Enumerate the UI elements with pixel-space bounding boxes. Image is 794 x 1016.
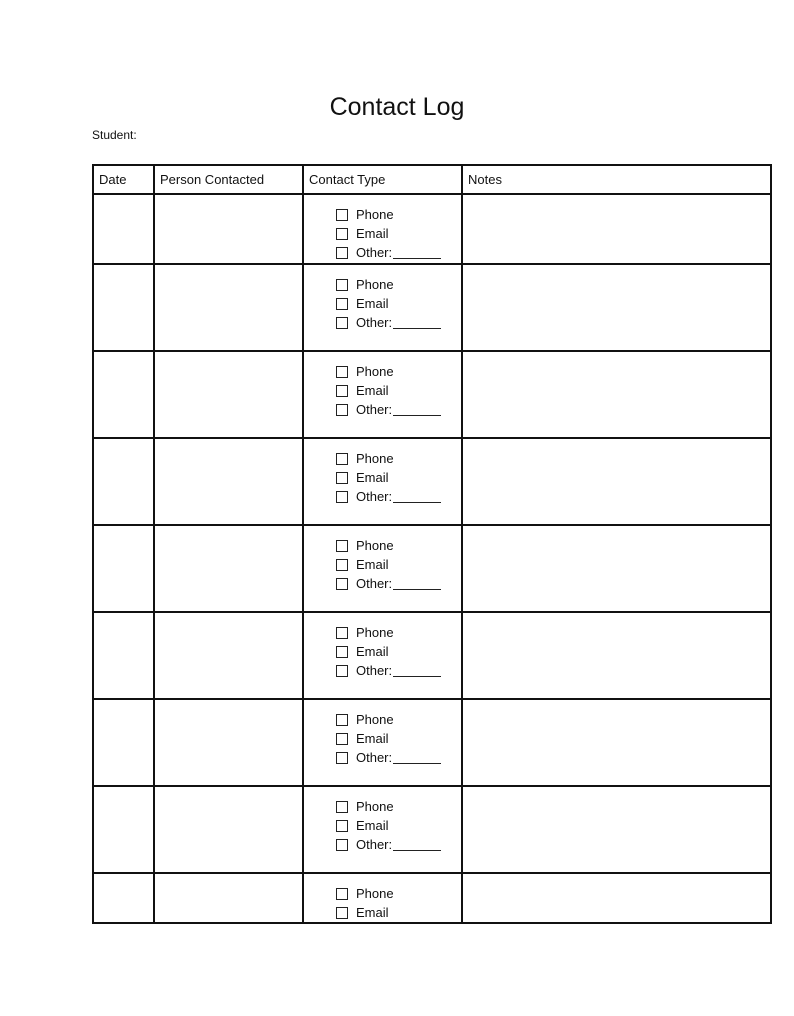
- header-contact-type: Contact Type: [303, 165, 462, 194]
- option-label-phone: Phone: [356, 712, 394, 727]
- table-row: [93, 438, 771, 525]
- date-cell[interactable]: [93, 351, 154, 438]
- notes-cell[interactable]: [462, 612, 771, 699]
- notes-cell[interactable]: [462, 194, 771, 264]
- option-label-other: Other:: [356, 315, 393, 330]
- contact-option-email: [336, 468, 461, 487]
- option-label-other: Other:: [356, 245, 393, 260]
- table-row: [93, 351, 771, 438]
- checkbox-phone[interactable]: [336, 366, 348, 378]
- date-cell[interactable]: [93, 873, 154, 923]
- other-blank-line[interactable]: [393, 577, 441, 590]
- contact-option-email: [336, 224, 461, 243]
- option-label-other: Other:: [356, 663, 393, 678]
- option-label-phone: Phone: [356, 538, 394, 553]
- checkbox-email[interactable]: [336, 733, 348, 745]
- checkbox-phone[interactable]: [336, 627, 348, 639]
- other-blank-line[interactable]: [393, 664, 441, 677]
- option-label-email: Email: [356, 644, 389, 659]
- other-blank-line[interactable]: [393, 246, 441, 259]
- checkbox-other[interactable]: [336, 404, 348, 416]
- option-label-email: Email: [356, 470, 389, 485]
- option-label-email: Email: [356, 296, 389, 311]
- checkbox-phone[interactable]: [336, 279, 348, 291]
- option-label-phone: Phone: [356, 207, 394, 222]
- option-label-phone: Phone: [356, 364, 394, 379]
- contact-type-options: [304, 439, 461, 506]
- notes-cell[interactable]: [462, 264, 771, 351]
- option-label-phone: Phone: [356, 277, 394, 292]
- page-title: Contact Log: [329, 93, 465, 121]
- option-label-other: Other:: [356, 837, 393, 852]
- checkbox-other[interactable]: [336, 578, 348, 590]
- checkbox-email[interactable]: [336, 228, 348, 240]
- contact-type-options: [304, 787, 461, 854]
- option-label-other: Other:: [356, 489, 393, 504]
- other-blank-line[interactable]: [393, 316, 441, 329]
- other-blank-line[interactable]: [393, 751, 441, 764]
- contact-type-options: [304, 195, 461, 262]
- contact-option-email: [336, 642, 461, 661]
- notes-cell[interactable]: [462, 786, 771, 873]
- checkbox-phone[interactable]: [336, 714, 348, 726]
- checkbox-other[interactable]: [336, 317, 348, 329]
- student-label: Student:: [92, 128, 137, 142]
- contact-option-other: [336, 313, 461, 332]
- contact-option-phone: [336, 275, 461, 294]
- person-contacted-cell[interactable]: [154, 264, 303, 351]
- checkbox-email[interactable]: [336, 646, 348, 658]
- person-contacted-cell[interactable]: [154, 786, 303, 873]
- table-row: [93, 264, 771, 351]
- contact-option-phone: [336, 205, 461, 224]
- table-row: [93, 194, 771, 264]
- checkbox-email[interactable]: [336, 472, 348, 484]
- contact-option-other: [336, 835, 461, 854]
- contact-type-cell: [303, 525, 462, 612]
- option-label-email: Email: [356, 383, 389, 398]
- contact-type-cell: [303, 699, 462, 786]
- contact-option-other: [336, 400, 461, 419]
- contact-option-other: [336, 748, 461, 767]
- date-cell[interactable]: [93, 264, 154, 351]
- checkbox-other[interactable]: [336, 491, 348, 503]
- date-cell[interactable]: [93, 612, 154, 699]
- contact-option-other: [336, 574, 461, 593]
- option-label-email: Email: [356, 905, 389, 920]
- contact-log-table: [92, 164, 772, 924]
- other-blank-line[interactable]: [393, 403, 441, 416]
- table-body: [93, 194, 771, 923]
- contact-option-email: [336, 294, 461, 313]
- contact-type-cell: [303, 438, 462, 525]
- option-label-other: Other:: [356, 402, 393, 417]
- contact-type-options: [304, 874, 461, 922]
- option-label-email: Email: [356, 557, 389, 572]
- person-contacted-cell[interactable]: [154, 438, 303, 525]
- header-date: Date: [93, 165, 154, 194]
- checkbox-phone[interactable]: [336, 453, 348, 465]
- checkbox-email[interactable]: [336, 820, 348, 832]
- contact-option-other: [336, 661, 461, 680]
- option-label-other: Other:: [356, 750, 393, 765]
- option-label-email: Email: [356, 226, 389, 241]
- table-row: [93, 612, 771, 699]
- checkbox-phone[interactable]: [336, 540, 348, 552]
- notes-cell[interactable]: [462, 699, 771, 786]
- contact-type-cell: [303, 264, 462, 351]
- contact-type-cell: [303, 786, 462, 873]
- contact-type-cell: [303, 351, 462, 438]
- notes-cell[interactable]: [462, 438, 771, 525]
- person-contacted-cell[interactable]: [154, 873, 303, 923]
- contact-type-options: [304, 613, 461, 680]
- other-blank-line[interactable]: [393, 490, 441, 503]
- option-label-other: Other:: [356, 576, 393, 591]
- contact-option-email: [336, 729, 461, 748]
- other-blank-line[interactable]: [393, 838, 441, 851]
- contact-type-options: [304, 526, 461, 593]
- header-notes: Notes: [462, 165, 771, 194]
- notes-cell[interactable]: [462, 873, 771, 923]
- contact-option-email: [336, 816, 461, 835]
- notes-cell[interactable]: [462, 525, 771, 612]
- option-label-email: Email: [356, 818, 389, 833]
- checkbox-phone[interactable]: [336, 888, 348, 900]
- date-cell[interactable]: [93, 786, 154, 873]
- table-row: [93, 873, 771, 923]
- option-label-phone: Phone: [356, 886, 394, 901]
- person-contacted-cell[interactable]: [154, 194, 303, 264]
- date-cell[interactable]: [93, 438, 154, 525]
- checkbox-other[interactable]: [336, 665, 348, 677]
- person-contacted-cell[interactable]: [154, 612, 303, 699]
- checkbox-email[interactable]: [336, 559, 348, 571]
- table-row: [93, 699, 771, 786]
- date-cell[interactable]: [93, 194, 154, 264]
- contact-option-phone: [336, 623, 461, 642]
- date-cell[interactable]: [93, 699, 154, 786]
- option-label-phone: Phone: [356, 799, 394, 814]
- person-contacted-cell[interactable]: [154, 351, 303, 438]
- notes-cell[interactable]: [462, 351, 771, 438]
- contact-option-phone: [336, 797, 461, 816]
- contact-type-cell: [303, 612, 462, 699]
- option-label-email: Email: [356, 731, 389, 746]
- contact-option-phone: [336, 449, 461, 468]
- checkbox-email[interactable]: [336, 907, 348, 919]
- table-header-row: [93, 165, 771, 194]
- contact-type-cell: [303, 873, 462, 923]
- option-label-phone: Phone: [356, 451, 394, 466]
- checkbox-email[interactable]: [336, 298, 348, 310]
- contact-option-email: [336, 903, 461, 922]
- contact-option-other: [336, 243, 461, 262]
- person-contacted-cell[interactable]: [154, 699, 303, 786]
- checkbox-other[interactable]: [336, 839, 348, 851]
- checkbox-phone[interactable]: [336, 801, 348, 813]
- contact-type-options: [304, 352, 461, 419]
- contact-option-email: [336, 381, 461, 400]
- checkbox-phone[interactable]: [336, 209, 348, 221]
- contact-option-phone: [336, 710, 461, 729]
- table-row: [93, 525, 771, 612]
- checkbox-other[interactable]: [336, 752, 348, 764]
- person-contacted-cell[interactable]: [154, 525, 303, 612]
- table-row: [93, 786, 771, 873]
- contact-type-options: [304, 265, 461, 332]
- contact-type-cell: [303, 194, 462, 264]
- checkbox-email[interactable]: [336, 385, 348, 397]
- contact-option-phone: [336, 884, 461, 903]
- contact-option-phone: [336, 362, 461, 381]
- contact-option-other: [336, 487, 461, 506]
- contact-type-options: [304, 700, 461, 767]
- date-cell[interactable]: [93, 525, 154, 612]
- contact-option-email: [336, 555, 461, 574]
- checkbox-other[interactable]: [336, 247, 348, 259]
- contact-option-phone: [336, 536, 461, 555]
- header-person-contacted: Person Contacted: [154, 165, 303, 194]
- option-label-phone: Phone: [356, 625, 394, 640]
